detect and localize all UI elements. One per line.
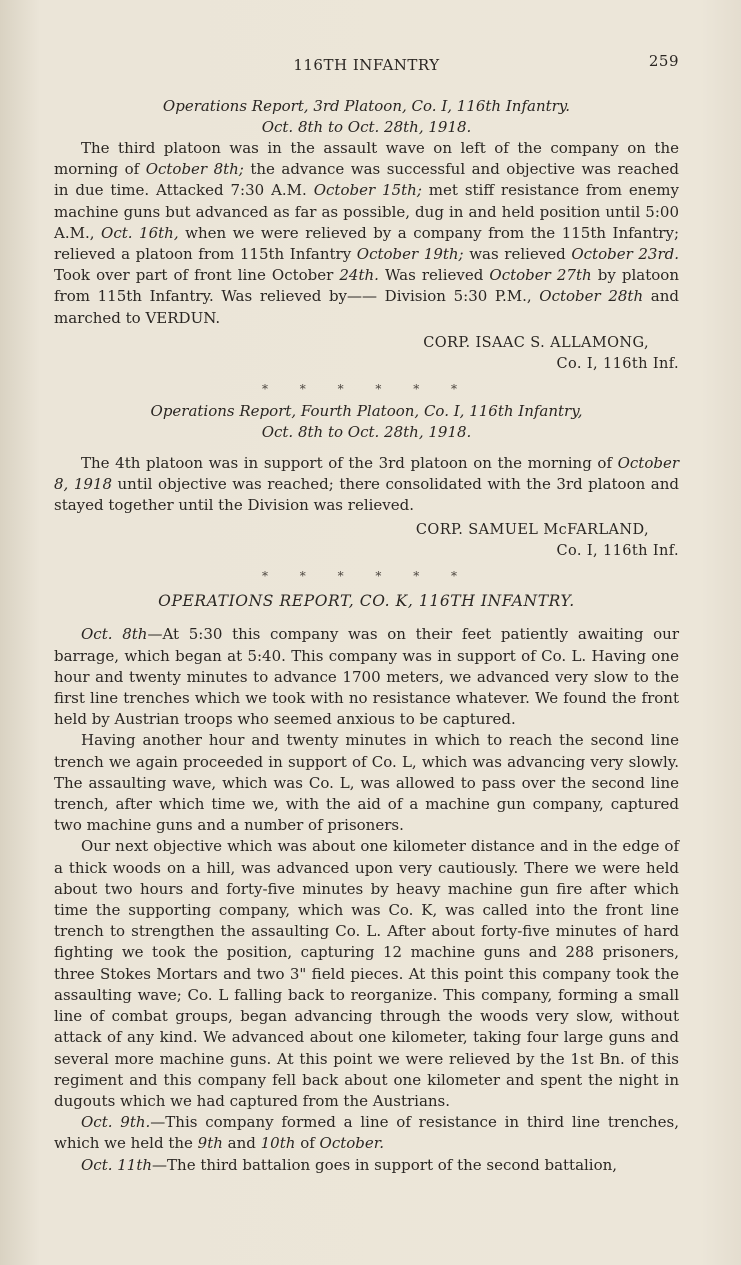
section-separator: * * * * * * [261,381,472,396]
italic-run: October 27th [489,266,592,285]
report-1-heading: Operations Report, 3rd Platoon, Co. I, 116th Infantry. [162,97,571,115]
report-1-signature [54,333,679,375]
report-1-date-start: Oct. 8th [261,118,324,136]
report-2-date-start: Oct. 8th [261,422,324,441]
italic-run: October 28th [539,287,644,306]
text-run: Was relieved [378,266,490,285]
text-run: and marched to VERDUN. [54,287,679,327]
text-run: met stiff resistance from enemy machine guns but advanced as far as possible, dug in and held position until 5:00 A.M., [54,181,679,242]
italic-run: October. [319,1134,385,1153]
text-run: of [295,1134,320,1153]
report-3-paragraph [54,730,679,836]
report-1-date-end: Oct. 28th, 1918. [347,118,472,136]
text-run: Took over part of front line October [54,266,340,285]
italic-run: 10th [260,1134,296,1153]
report-2-date-to: to [323,422,348,441]
italic-run: Oct. 11th [81,1155,153,1174]
section-separator: * * * * * * [261,569,472,584]
report-1-dates [54,117,679,138]
italic-run: October 23rd. [571,245,679,264]
text-run: was relieved [463,245,572,264]
italic-run: 24th. [339,266,379,285]
italic-run: Oct. 8th [81,625,148,644]
text-run: —The third battalion goes in support of the second battalion, [152,1155,618,1174]
report-3-heading: OPERATIONS REPORT, CO. K, 116TH INFANTRY. [158,592,575,611]
signature-name: CORP. ISAAC S. ALLAMONG, [423,334,649,351]
signature-unit: Co. I, 116th Inf. [556,543,679,560]
report-2-body [54,453,679,517]
italic-run: October 19th; [356,245,464,264]
signature-unit: Co. I, 116th Inf. [556,355,679,372]
page-number: 259 [648,52,679,70]
text-run: —At 5:30 this company was on their feet patiently awaiting our barrage, which began at 5:40. This company was in support of Co. L. Having one hour and twenty minutes to advance 1700 meters, we advanced very slow to the first line trenches which we took with no resistance whatever. We found the front held by Austrian troops who seemed anxious to be captured. [54,625,679,729]
report-2-heading: Operations Report, Fourth Platoon, Co. I, 116th Infantry, [150,401,583,420]
report-3-paragraph [54,1112,679,1154]
italic-run: Oct. 9th. [81,1113,151,1132]
text-run: until objective was reached; there consolidated with the 3rd platoon and stayed together until the Division was relieved. [54,475,679,515]
text-run: Having another hour and twenty minutes in which to reach the second line trench we again proceeded in support of Co. L, which was advancing very slowly. The assaulting wave, which was Co. L, was allowed to pass over the second line trench, after which time we, with the aid of a machine gun company, captured two machine guns and a number of prisoners. [54,731,679,835]
report-2-dates [54,422,679,443]
text-run: and [222,1134,261,1153]
report-1-body [54,138,679,329]
text-run: Our next objective which was about one kilometer distance and in the edge of a thick woods on a hill, was advanced upon very cautiously. There we were held about two hours and forty-five minutes by heavy machine gun fire after which time the supporting company, which was Co. K, was called into the front line trench to strengthen the assaulting Co. L. After about forty-five minutes of hard fighting we took the position, capturing 12 machine guns and 288 prisoners, three Stokes Mortars and two 3" field pieces. At this point this company took the assaulting wave; Co. L falling back to reorganize. This company, forming a small line of combat groups, began advancing through the woods very slow, without attack of any kind. We advanced about one kilometer, taking four large guns and several more machine guns. At this point we were relieved by the 1st Bn. of this regiment and this company fell back about one kilometer and spent the night in dugouts which we had captured from the Austrians. [54,837,679,1110]
text-run: when we were relieved by a company from the 115th Infantry; relieved a platoon from 115th Infantry [54,223,680,264]
report-2-date-end: Oct. 28th, 1918. [347,422,472,441]
text-run: The third platoon was in the assault wave on left of the company on the morning of [54,139,679,179]
running-head [54,52,679,78]
text-run: The 4th platoon was in support of the 3rd platoon on the morning of [81,453,618,472]
text-run: by platoon from 115th Infantry. Was relieved by—— Division 5:30 P.M., [54,266,679,306]
text-run: —This company formed a line of resistance in third line trenches, which we held the [54,1113,679,1153]
text-run: the advance was successful and objective was reached in due time. Attacked 7:30 A.M. [54,160,679,200]
report-2-signature [54,520,679,562]
italic-run: Oct. 16th, [101,223,179,242]
italic-run: 9th [197,1134,223,1153]
italic-run: October 15th; [313,181,422,200]
italic-run: October 8, 1918 [54,453,679,494]
report-3-paragraph [54,624,679,730]
report-3-paragraph [54,1155,679,1176]
running-title: 116TH INFANTRY [293,56,440,74]
report-1-date-to: to [323,118,348,136]
signature-name: CORP. SAMUEL McFARLAND, [415,522,649,539]
italic-run: October 8th; [145,160,244,179]
report-3-paragraph [54,836,679,1112]
